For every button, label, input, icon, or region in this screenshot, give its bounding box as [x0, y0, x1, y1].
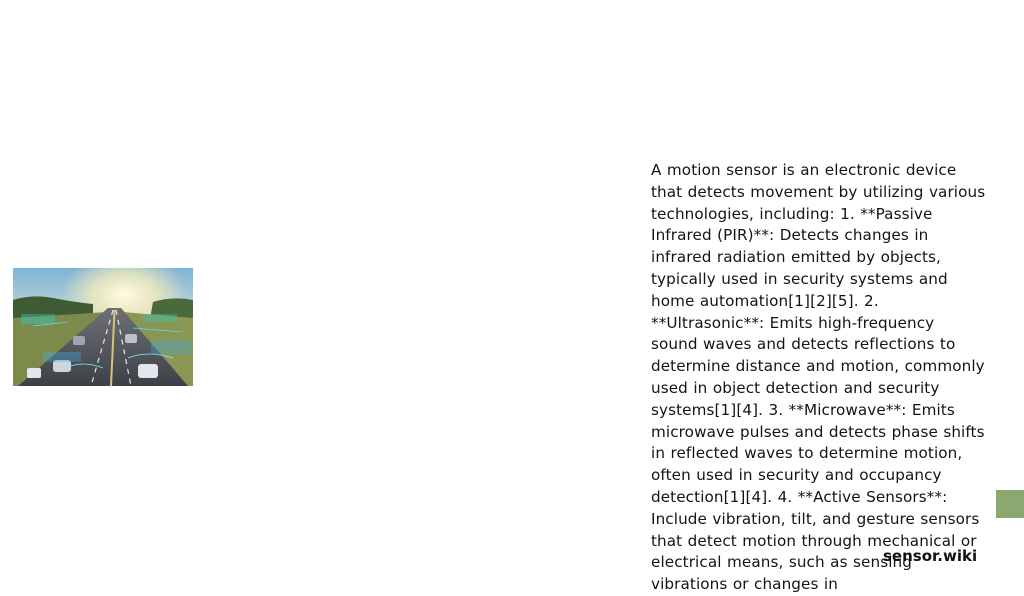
- accent-tab[interactable]: [996, 490, 1024, 518]
- highway-sensor-image: [13, 268, 193, 386]
- article-body-text: A motion sensor is an electronic device that detects movement by utilizing various technologies, including: 1. **Passive Infrared (PIR)**: Detects changes in infrared radiation emitted by objects, typically used in security systems and home automation[1][2][5]. 2. **Ultrasonic**: Emits high-frequency sound waves and detects reflections to determine distance and motion, commonly used in object detection and security systems[1][4]. 3. **Microwave**: Emits microwave pulses and detects phase shifts in reflected waves to determine motion, often used in security and occupancy detection[1][4]. 4. **Active Sensors**: Include vibration, tilt, and gesture sensors that detect motion through mechanical or electrical means, such as sensing vibrations or changes in: [651, 161, 986, 594]
- site-brand-label[interactable]: sensor.wiki: [883, 547, 978, 565]
- highway-sensor-photo-icon: [13, 268, 193, 386]
